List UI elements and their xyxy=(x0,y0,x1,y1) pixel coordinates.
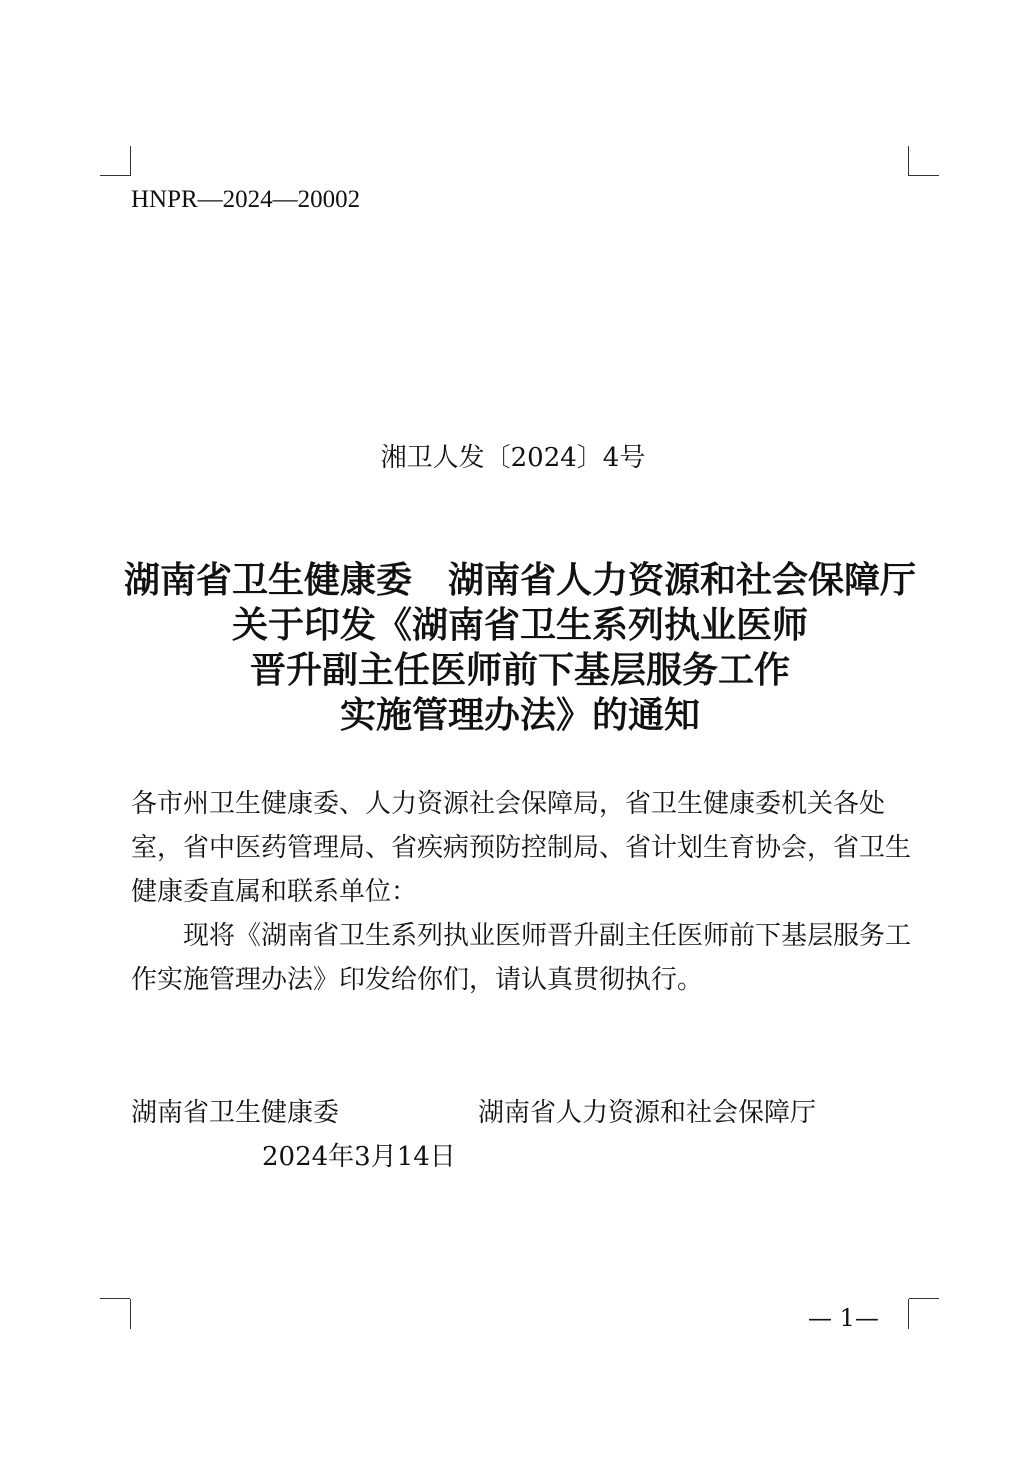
addressee-paragraph: 各市州卫生健康委、人力资源社会保障局，省卫生健康委机关各处室，省中医药管理局、省疾病预防控制局、省计划生育协会，省卫生健康委直属和联系单位： xyxy=(131,789,912,907)
crop-mark-top-right xyxy=(908,146,940,178)
issuer-human-resources-department: 湖南省人力资源和社会保障厅 xyxy=(478,1098,817,1128)
crop-mark-top-left xyxy=(100,146,132,178)
document-code: HNPR—2024—20002 xyxy=(131,186,361,213)
crop-mark-bottom-left xyxy=(100,1298,132,1330)
page-number: — 1— xyxy=(808,1304,879,1332)
body-paragraph: 现将《湖南省卫生系列执业医师晋升副主任医师前下基层服务工作实施管理办法》印发给你们，请认真贯彻执行。 xyxy=(131,921,912,995)
title-line-1: 湖南省卫生健康委 湖南省人力资源和社会保障厅 xyxy=(123,560,916,601)
issue-date: 2024年3月14日 xyxy=(262,1142,456,1172)
title-line-3: 晋升副主任医师前下基层服务工作 xyxy=(249,650,790,691)
issuer-health-commission: 湖南省卫生健康委 xyxy=(131,1098,340,1128)
title-line-4: 实施管理办法》的通知 xyxy=(339,695,700,736)
document-title xyxy=(110,558,930,738)
title-line-2: 关于印发《湖南省卫生系列执业医师 xyxy=(231,605,808,646)
document-number: 湘卫人发〔2024〕4号 xyxy=(380,443,646,473)
crop-mark-bottom-right xyxy=(908,1298,940,1330)
